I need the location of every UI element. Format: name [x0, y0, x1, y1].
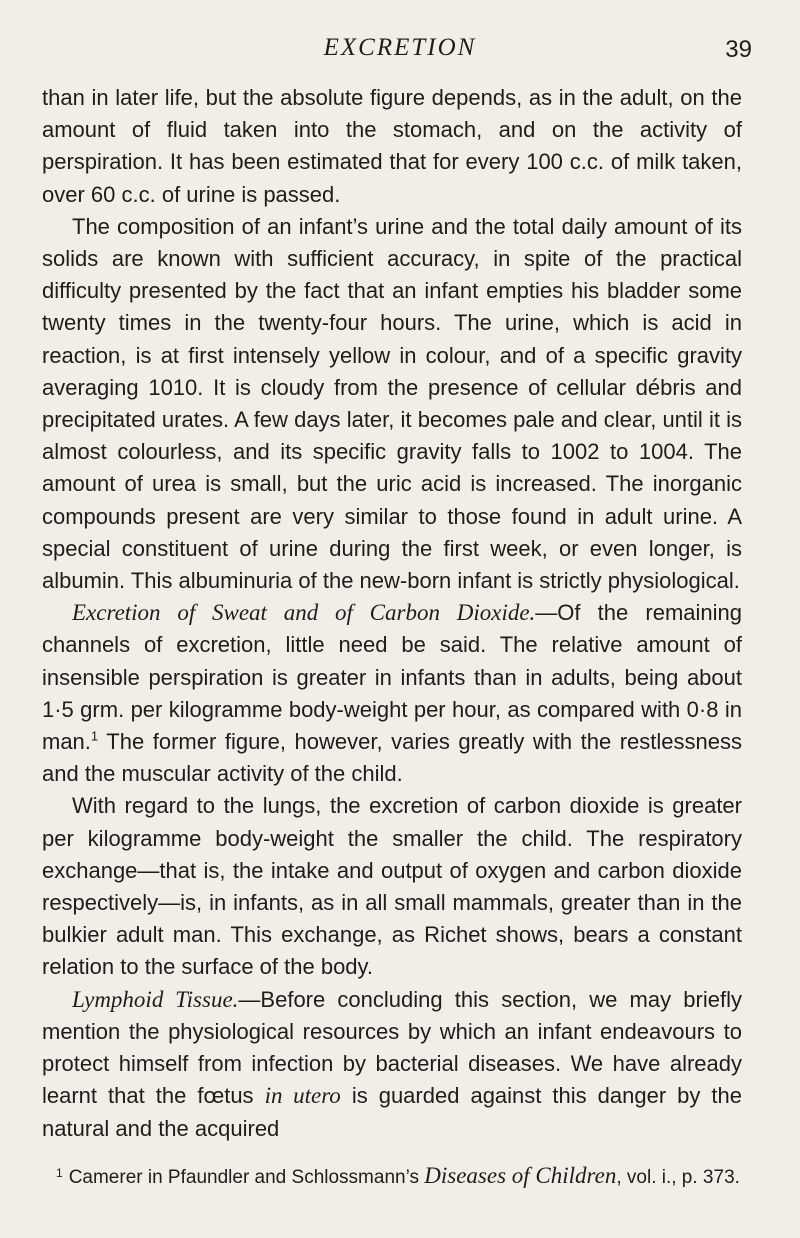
paragraph-5	[42, 984, 742, 1145]
section-heading-lymphoid: Lymphoid Tissue.	[72, 986, 239, 1012]
footnote-text-b: , vol. i., p. 373.	[616, 1167, 740, 1188]
running-head: EXCRETION	[323, 34, 477, 61]
paragraph-3-text-b: The former figure, however, varies greatly with the restlessness and the muscular activity of the child.	[42, 729, 742, 787]
body-text	[42, 82, 742, 1145]
paragraph-1: than in later life, but the absolute figure depends, as in the adult, on the amount of fluid taken into the stomach, and on the activity of perspiration. It has been estimated that for every 100 c.c. of milk taken, over 60 c.c. of urine is passed.	[42, 85, 742, 207]
paragraph-3-text-a: —Of the remaining channels of excretion, little need be said. The relative amount of insensible perspiration is greater in infants than in adults, being about 1·5 grm. per kilogramme body-weight per hour, as compared with 0·8 in man.	[42, 600, 742, 755]
paragraph-5-text-a: —Before concluding this section, we may briefly mention the physiological resources by which an infant endeavours to protect himself from infection by bacterial diseases. We have already learnt that the fœtus	[42, 986, 742, 1109]
paragraph-4: With regard to the lungs, the excretion of carbon dioxide is greater per kilogramme body-weight the smaller the child. The respiratory exchange—that is, the intake and output of oxygen and carbon dioxide respectively—is, in infants, as in all small mammals, greater than in the bulkier adult man. This exchange, as Richet shows, bears a constant relation to the surface of the body.	[42, 793, 742, 980]
italic-in-utero: in utero	[264, 1083, 341, 1109]
footnote-reference: 1	[90, 728, 99, 744]
page-number: 39	[725, 36, 752, 63]
page-header	[42, 34, 758, 66]
footnote-marker: 1	[56, 1166, 63, 1180]
section-heading-sweat: Excretion of Sweat and of Carbon Dioxide.	[72, 600, 536, 626]
paragraph-5-text-b: is guarded against this danger by the natural and the acquired	[42, 1083, 742, 1141]
footnote-book-title: Diseases of Children	[424, 1163, 617, 1188]
paragraph-2: The composition of an infant’s urine and the total daily amount of its solids are known with sufficient accuracy, in spite of the practical difficulty presented by the fact that an infant empties his bladder some twenty times in the twenty-four hours. The urine, which is acid in reaction, is at first intensely yellow in colour, and of a specific gravity averaging 1010. It is cloudy from the presence of cellular débris and precipitated urates. A few days later, it becomes pale and clear, until it is almost colourless, and its specific gravity falls to 1002 to 1004. The amount of urea is small, but the uric acid is increased. The inorganic compounds present are very similar to those found in adult urine. A special constituent of urine during the first week, or even longer, is albumin. This albuminuria of the new-born infant is strictly physiological.	[42, 213, 742, 594]
footnote-text-a: Camerer in Pfaundler and Schlossmann’s	[68, 1167, 425, 1188]
footnote	[42, 1161, 742, 1190]
paragraph-3	[42, 597, 742, 790]
